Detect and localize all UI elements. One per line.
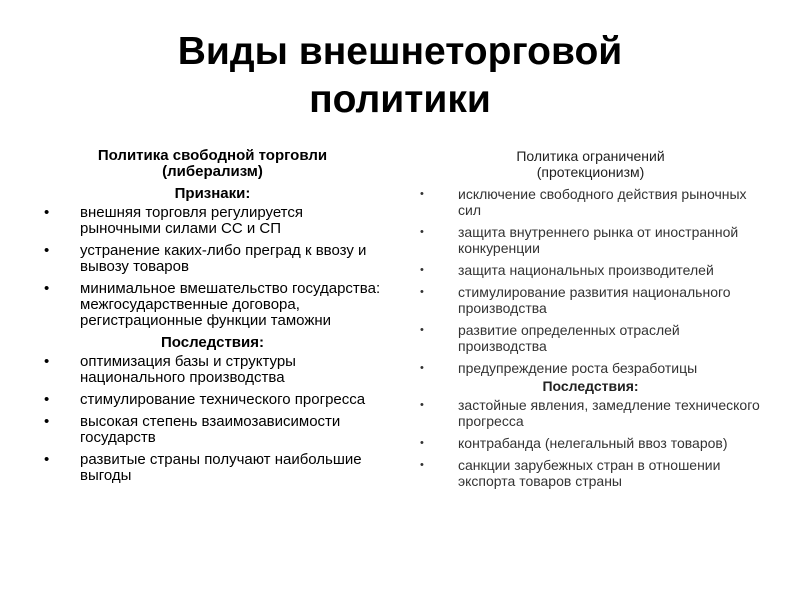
bullet-icon: • bbox=[420, 226, 424, 238]
bullet-icon: • bbox=[420, 437, 424, 449]
free-trade-heading-line-2: (либерализм) bbox=[162, 163, 263, 180]
bullet-icon: • bbox=[44, 242, 50, 259]
free-trade-signs-label: Признаки: bbox=[174, 185, 251, 202]
protectionism-consequences-label: Последствия: bbox=[542, 378, 639, 394]
list-item: • внешняя торговля регулируется рыночными силами СС и СП bbox=[44, 204, 303, 237]
protectionism-heading-line-1: Политика ограничений bbox=[516, 148, 665, 164]
list-item: • застойные явления, замедление технического прогресса bbox=[420, 397, 760, 429]
protectionism-column bbox=[418, 148, 763, 495]
title-line-1: Виды внешнеторговой bbox=[177, 30, 623, 73]
list-item: • контрабанда (нелегальный ввоз товаров) bbox=[420, 435, 728, 451]
list-item: • минимальное вмешательство государства: межгосударственные договора, регистрационные функции таможни bbox=[44, 280, 381, 329]
protectionism-signs-list bbox=[418, 186, 763, 376]
list-item: • стимулирование развития национального производства bbox=[420, 284, 731, 316]
bullet-icon: • bbox=[420, 459, 424, 471]
bullet-icon: • bbox=[44, 353, 50, 370]
bullet-icon: • bbox=[44, 451, 50, 468]
free-trade-heading bbox=[40, 148, 385, 180]
bullet-icon: • bbox=[44, 391, 50, 408]
free-trade-heading-line-1: Политика свободной торговли bbox=[97, 147, 328, 164]
list-item: • исключение свободного действия рыночных сил bbox=[420, 186, 747, 218]
list-item: • развитие определенных отраслей производства bbox=[420, 322, 680, 354]
title-line-2: политики bbox=[309, 78, 491, 121]
list-item: • высокая степень взаимозависимости государств bbox=[44, 413, 341, 446]
list-item: • оптимизация базы и структуры национального производства bbox=[44, 353, 296, 386]
bullet-icon: • bbox=[44, 204, 50, 221]
list-item: • защита национальных производителей bbox=[420, 262, 714, 278]
list-item: • предупреждение роста безработицы bbox=[420, 360, 698, 376]
list-item: • защита внутреннего рынка от иностранной конкуренции bbox=[420, 224, 739, 256]
bullet-icon: • bbox=[420, 264, 424, 276]
bullet-icon: • bbox=[420, 362, 424, 374]
list-item: • стимулирование технического прогресса bbox=[44, 391, 366, 408]
protectionism-heading bbox=[418, 148, 763, 180]
list-item: • санкции зарубежных стран в отношении экспорта товаров страны bbox=[420, 457, 721, 489]
bullet-icon: • bbox=[420, 324, 424, 336]
list-item: • устранение каких-либо преград к ввозу и вывозу товаров bbox=[44, 242, 367, 275]
bullet-icon: • bbox=[420, 286, 424, 298]
bullet-icon: • bbox=[420, 399, 424, 411]
free-trade-signs-list bbox=[40, 205, 385, 329]
protectionism-consequences-list bbox=[418, 397, 763, 489]
free-trade-column bbox=[40, 148, 385, 490]
page-title bbox=[0, 28, 800, 124]
protectionism-heading-line-2: (протекционизм) bbox=[536, 164, 645, 180]
bullet-icon: • bbox=[44, 413, 50, 430]
bullet-icon: • bbox=[420, 188, 424, 200]
free-trade-consequences-label: Последствия: bbox=[161, 334, 264, 351]
free-trade-consequences-list bbox=[40, 354, 385, 484]
bullet-icon: • bbox=[44, 280, 50, 297]
list-item: • развитые страны получают наибольшие выгоды bbox=[44, 451, 362, 484]
